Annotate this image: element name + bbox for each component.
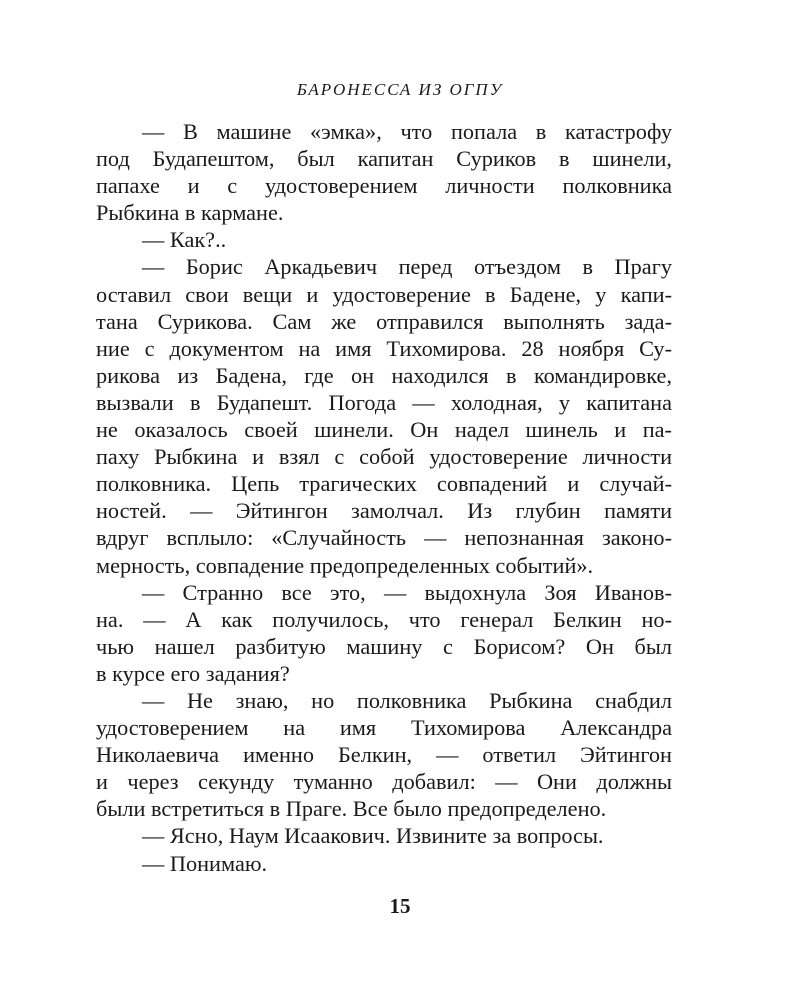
text-line: Николаевича именно Белкин, — ответил Эйтингон: [96, 742, 672, 768]
text-line: мерность, совпадение предопределенных событий».: [96, 552, 594, 578]
text-line: — В машине «эмка», что попала в катастрофу: [142, 119, 672, 144]
running-head: БАРОНЕССА ИЗ ОГПУ: [296, 80, 504, 99]
text-line: — Странно все это, — выдохнула Зоя Иванов-: [142, 579, 672, 605]
text-line: рикова из Бадена, где он находился в командировке,: [96, 362, 672, 388]
text-line: тана Сурикова. Сам же отправился выполнять зада-: [96, 308, 672, 334]
text-line: удостоверением на имя Тихомирова Александра: [96, 715, 672, 741]
text-line: полковника. Цепь трагических совпадений и случай-: [96, 471, 672, 497]
text-line: были встретиться в Праге. Все было предопределено.: [96, 796, 607, 822]
text-line: — Понимаю.: [142, 850, 268, 876]
text-line: не оказалось своей шинели. Он надел шинель и па-: [96, 417, 672, 443]
text-line: вызвали в Будапешт. Погода — холодная, у капитана: [96, 389, 672, 415]
text-line: ние с документом на имя Тихомирова. 28 ноября Су-: [96, 335, 672, 361]
text-line: — Ясно, Наум Исаакович. Извините за вопросы.: [142, 823, 604, 849]
text-line: чью нашел разбитую машину с Борисом? Он был: [96, 633, 672, 659]
page-number: 15: [389, 894, 411, 918]
text-line: Рыбкина в кармане.: [96, 200, 284, 226]
text-line: паху Рыбкина и взял с собой удостоверение личности: [96, 444, 672, 470]
text-line: под Будапештом, был капитан Суриков в шинели,: [96, 146, 672, 172]
body-text: [96, 118, 672, 877]
text-line: в курсе его задания?: [96, 660, 290, 686]
text-line: на. — А как получилось, что генерал Белкин но-: [96, 606, 672, 632]
text-line: оставил свои вещи и удостоверение в Бадене, у капи-: [96, 281, 672, 307]
text-line: ностей. — Эйтингон замолчал. Из глубин памяти: [96, 498, 672, 524]
text-line: — Не знаю, но полковника Рыбкина снабдил: [142, 687, 672, 713]
text-line: — Как?..: [142, 227, 227, 253]
text-line: — Борис Аркадьевич перед отъездом в Прагу: [142, 254, 672, 280]
text-line: вдруг всплыло: «Случайность — непознанная законо-: [96, 525, 672, 551]
text-line: и через секунду туманно добавил: — Они должны: [96, 769, 672, 795]
text-line: папахе и с удостоверением личности полковника: [96, 173, 672, 199]
